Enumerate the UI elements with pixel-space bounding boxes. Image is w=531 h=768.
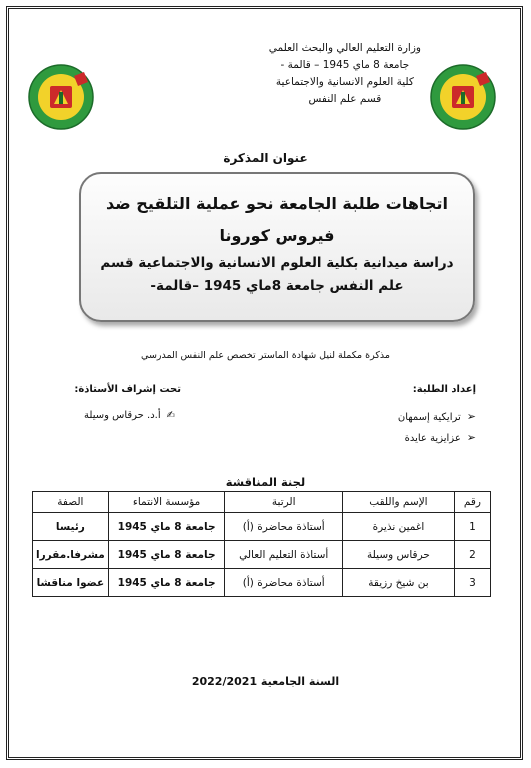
cell-rank: أستاذة التعليم العالي (225, 541, 343, 569)
table-row (33, 569, 491, 597)
faculty-line: كلية العلوم الانسانية والاجتماعية (275, 76, 414, 88)
committee-table (32, 491, 491, 597)
cell-name: بن شيخ رزيقة (343, 569, 455, 597)
column-header: الصفة (33, 492, 109, 513)
thesis-subtitle: دراسة ميدانية بكلية العلوم الانسانية والاجتماعية قسم علم النفس جامعة 8ماي 1945 –قالمة- (100, 255, 454, 294)
table-row (33, 513, 491, 541)
cell-institution: جامعة 8 ماي 1945 (108, 541, 225, 569)
column-header: الرتبة (225, 492, 343, 513)
cell-institution: جامعة 8 ماي 1945 (108, 569, 225, 597)
table-header-row (33, 492, 491, 513)
cell-name: اغمين نذيرة (343, 513, 455, 541)
cell-rank: أستاذة محاضرة (أ) (225, 569, 343, 597)
cell-number: 2 (454, 541, 490, 569)
column-header: رقم (454, 492, 490, 513)
prepared-by-label: إعداد الطلبة: (412, 384, 476, 395)
department-line: قسم علم النفس (308, 93, 382, 105)
university-line: جامعة 8 ماي 1945 – قالمة - (280, 59, 410, 71)
arrow-icon: ➢ (466, 431, 476, 444)
cell-number: 1 (454, 513, 490, 541)
arrow-icon: ➢ (466, 410, 476, 423)
thesis-title: اتجاهات طلبة الجامعة نحو عملية التلقيح ضد فيروس كورونا (106, 194, 448, 245)
institution-header (269, 40, 421, 108)
table-row (33, 541, 491, 569)
cell-institution: جامعة 8 ماي 1945 (108, 513, 225, 541)
pen-hand-icon: ✍ (166, 410, 175, 421)
supervisor (84, 410, 175, 421)
university-logo (428, 62, 498, 132)
student-item (405, 431, 476, 444)
student-name: عزايزية عايدة (404, 433, 461, 444)
cell-number: 3 (454, 569, 490, 597)
thesis-description: مذكرة مكملة لنيل شهادة الماستر تخصص علم النفس المدرسي (141, 350, 390, 361)
supervision-label: تحت إشراف الأستاذة: (74, 384, 181, 395)
supervisor-name: أ.د. حرقاس وسيلة (84, 410, 161, 421)
ministry-line: وزارة التعليم العالي والبحث العلمي (268, 42, 421, 54)
student-item (398, 410, 476, 423)
student-name: ترايكية إسمهان (397, 412, 461, 423)
academic-year: السنة الجامعية 2022/2021 (191, 675, 340, 688)
title-box (79, 172, 475, 322)
cell-role: رئيسا (33, 513, 109, 541)
cell-name: حرقاس وسيلة (343, 541, 455, 569)
column-header: الإسم واللقب (343, 492, 455, 513)
cell-rank: أستاذة محاضرة (أ) (225, 513, 343, 541)
memo-title-label: عنوان المذكرة (223, 151, 308, 165)
cell-role: عضوا مناقشا (33, 569, 109, 597)
column-header: مؤسسة الانتماء (108, 492, 225, 513)
university-logo (26, 62, 96, 132)
committee-title: لجنة المناقشة (225, 475, 306, 489)
cell-role: مشرفا.مقررا (33, 541, 109, 569)
